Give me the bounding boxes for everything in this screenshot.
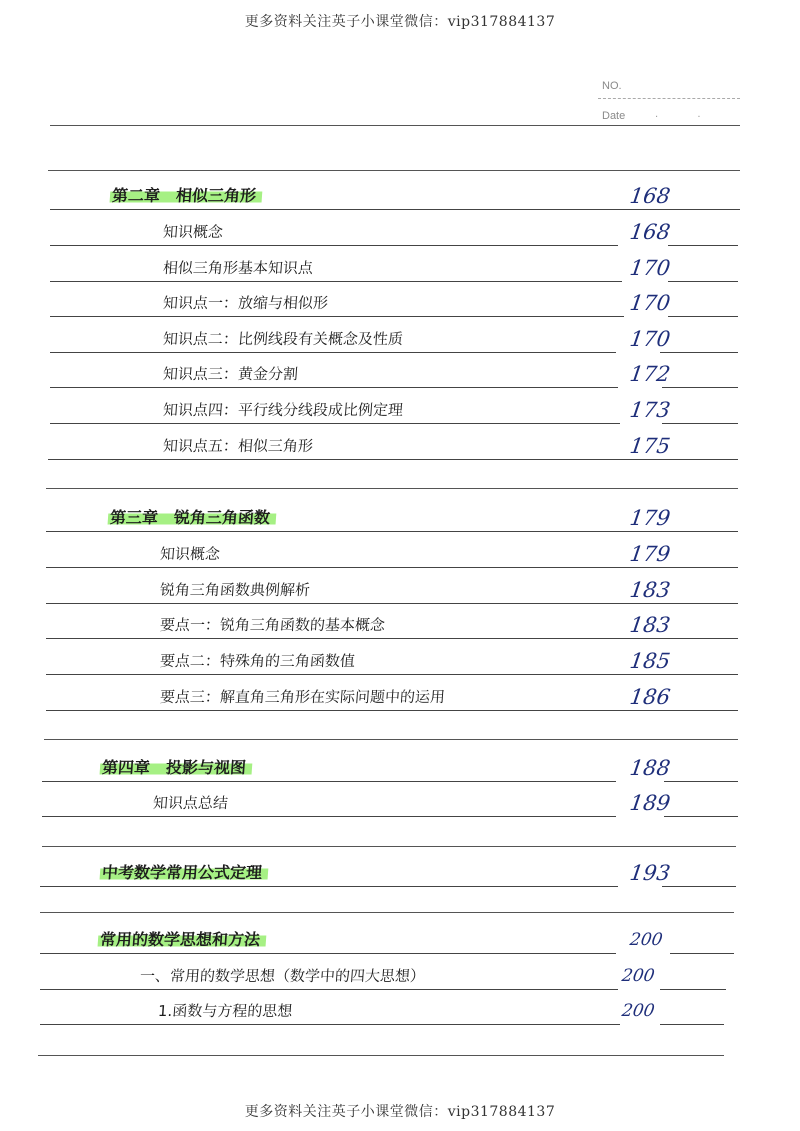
ruled-line xyxy=(40,912,734,913)
toc-line xyxy=(46,710,738,711)
toc-line xyxy=(46,674,738,675)
toc-line xyxy=(664,781,738,782)
toc-row[interactable] xyxy=(0,997,800,1025)
toc-title: 第二章 相似三角形 xyxy=(109,186,262,206)
date-dots: · · xyxy=(655,112,719,123)
toc-row[interactable] xyxy=(0,576,800,604)
toc-line xyxy=(40,1024,620,1025)
toc-row[interactable] xyxy=(0,432,800,460)
toc-title: 一、常用的数学思想（数学中的四大思想） xyxy=(139,967,426,985)
toc-row[interactable] xyxy=(0,926,800,954)
toc-page-number: 186 xyxy=(628,685,672,709)
toc-row[interactable] xyxy=(0,325,800,353)
toc-page-number: 188 xyxy=(628,756,672,780)
toc-line xyxy=(48,459,738,460)
toc-row[interactable] xyxy=(0,611,800,639)
toc-page-number: 173 xyxy=(628,398,672,422)
toc-page-number: 185 xyxy=(628,649,672,673)
notebook-date-label: Date xyxy=(602,110,626,122)
toc-page-number: 179 xyxy=(628,542,672,566)
toc-page-number: 170 xyxy=(628,291,672,315)
toc-row[interactable] xyxy=(0,254,800,282)
toc-line xyxy=(662,423,738,424)
toc-row[interactable] xyxy=(0,647,800,675)
toc-line xyxy=(660,352,738,353)
toc-page-number: 200 xyxy=(628,930,664,950)
toc-line xyxy=(50,316,624,317)
toc-page-number: 179 xyxy=(628,506,672,530)
toc-line xyxy=(664,816,738,817)
toc-line xyxy=(660,989,726,990)
toc-line xyxy=(40,989,618,990)
toc-title: 知识点五：相似三角形 xyxy=(162,437,314,455)
toc-page-number: 170 xyxy=(628,256,672,280)
toc-line xyxy=(50,245,618,246)
toc-title: 知识点二：比例线段有关概念及性质 xyxy=(162,330,404,348)
ruled-line xyxy=(50,125,740,126)
toc-line xyxy=(46,567,738,568)
toc-line xyxy=(668,245,738,246)
toc-title: 知识点三：黄金分割 xyxy=(162,365,299,383)
watermark-bottom: 更多资料关注英子小课堂微信：vip317884137 xyxy=(244,1104,556,1120)
toc-title: 知识概念 xyxy=(159,545,221,563)
toc-title: 知识点四：平行线分线段成比例定理 xyxy=(162,401,404,419)
toc-line xyxy=(50,352,616,353)
toc-page-number: 200 xyxy=(620,1001,656,1021)
toc-row[interactable] xyxy=(0,962,800,990)
toc-row[interactable] xyxy=(0,683,800,711)
toc-title: 第四章 投影与视图 xyxy=(99,758,252,778)
notebook-no-label: NO. xyxy=(602,80,622,92)
watermark-top: 更多资料关注英子小课堂微信：vip317884137 xyxy=(244,14,556,30)
ruled-line xyxy=(38,1055,724,1056)
toc-page-number: 170 xyxy=(628,327,672,351)
toc-title: 要点二：特殊角的三角函数值 xyxy=(159,652,356,670)
toc-page-number: 168 xyxy=(628,220,672,244)
toc-title: 相似三角形基本知识点 xyxy=(162,259,314,277)
toc-page-number: 189 xyxy=(628,791,672,815)
toc-line xyxy=(42,816,616,817)
toc-row[interactable] xyxy=(0,396,800,424)
toc-page-number: 168 xyxy=(628,184,672,208)
toc-line xyxy=(40,886,618,887)
toc-line xyxy=(46,603,738,604)
toc-page-number: 175 xyxy=(628,434,672,458)
toc-line xyxy=(50,387,618,388)
toc-line xyxy=(40,953,616,954)
toc-line xyxy=(670,953,734,954)
toc-line xyxy=(50,423,620,424)
toc-row[interactable] xyxy=(0,182,800,210)
toc-page-number: 200 xyxy=(620,966,656,986)
toc-line xyxy=(660,1024,724,1025)
toc-line xyxy=(46,531,738,532)
ruled-line xyxy=(48,170,740,171)
toc-page-number: 172 xyxy=(628,362,672,386)
toc-title: 中考数学常用公式定理 xyxy=(99,863,268,883)
toc-title: 锐角三角函数典例解析 xyxy=(159,581,311,599)
toc-row[interactable] xyxy=(0,859,800,887)
toc-page-number: 183 xyxy=(628,613,672,637)
toc-title: 知识点一：放缩与相似形 xyxy=(162,294,329,312)
toc-row[interactable] xyxy=(0,789,800,817)
toc-row[interactable] xyxy=(0,754,800,782)
ruled-line xyxy=(42,846,736,847)
toc-line xyxy=(42,781,616,782)
toc-line xyxy=(50,281,622,282)
toc-title: 第三章 锐角三角函数 xyxy=(107,508,276,528)
toc-page-number: 183 xyxy=(628,578,672,602)
toc-row[interactable] xyxy=(0,540,800,568)
toc-line xyxy=(662,886,736,887)
toc-title: 知识点总结 xyxy=(152,794,229,812)
toc-page-number: 193 xyxy=(628,861,672,885)
toc-line xyxy=(50,209,740,210)
ruled-line xyxy=(44,739,738,740)
toc-line xyxy=(662,387,738,388)
toc-line xyxy=(668,316,738,317)
toc-title: 要点三：解直角三角形在实际问题中的运用 xyxy=(159,688,446,706)
no-dashed-line xyxy=(598,98,740,99)
toc-row[interactable] xyxy=(0,289,800,317)
ruled-line xyxy=(46,488,738,489)
toc-line xyxy=(46,638,738,639)
toc-row[interactable] xyxy=(0,504,800,532)
toc-line xyxy=(668,281,738,282)
toc-title: 要点一：锐角三角函数的基本概念 xyxy=(159,616,386,634)
toc-title: 知识概念 xyxy=(162,223,224,241)
toc-title: 常用的数学思想和方法 xyxy=(97,930,266,950)
toc-title: 1.函数与方程的思想 xyxy=(157,1002,293,1020)
toc-row[interactable] xyxy=(0,218,800,246)
toc-row[interactable] xyxy=(0,360,800,388)
